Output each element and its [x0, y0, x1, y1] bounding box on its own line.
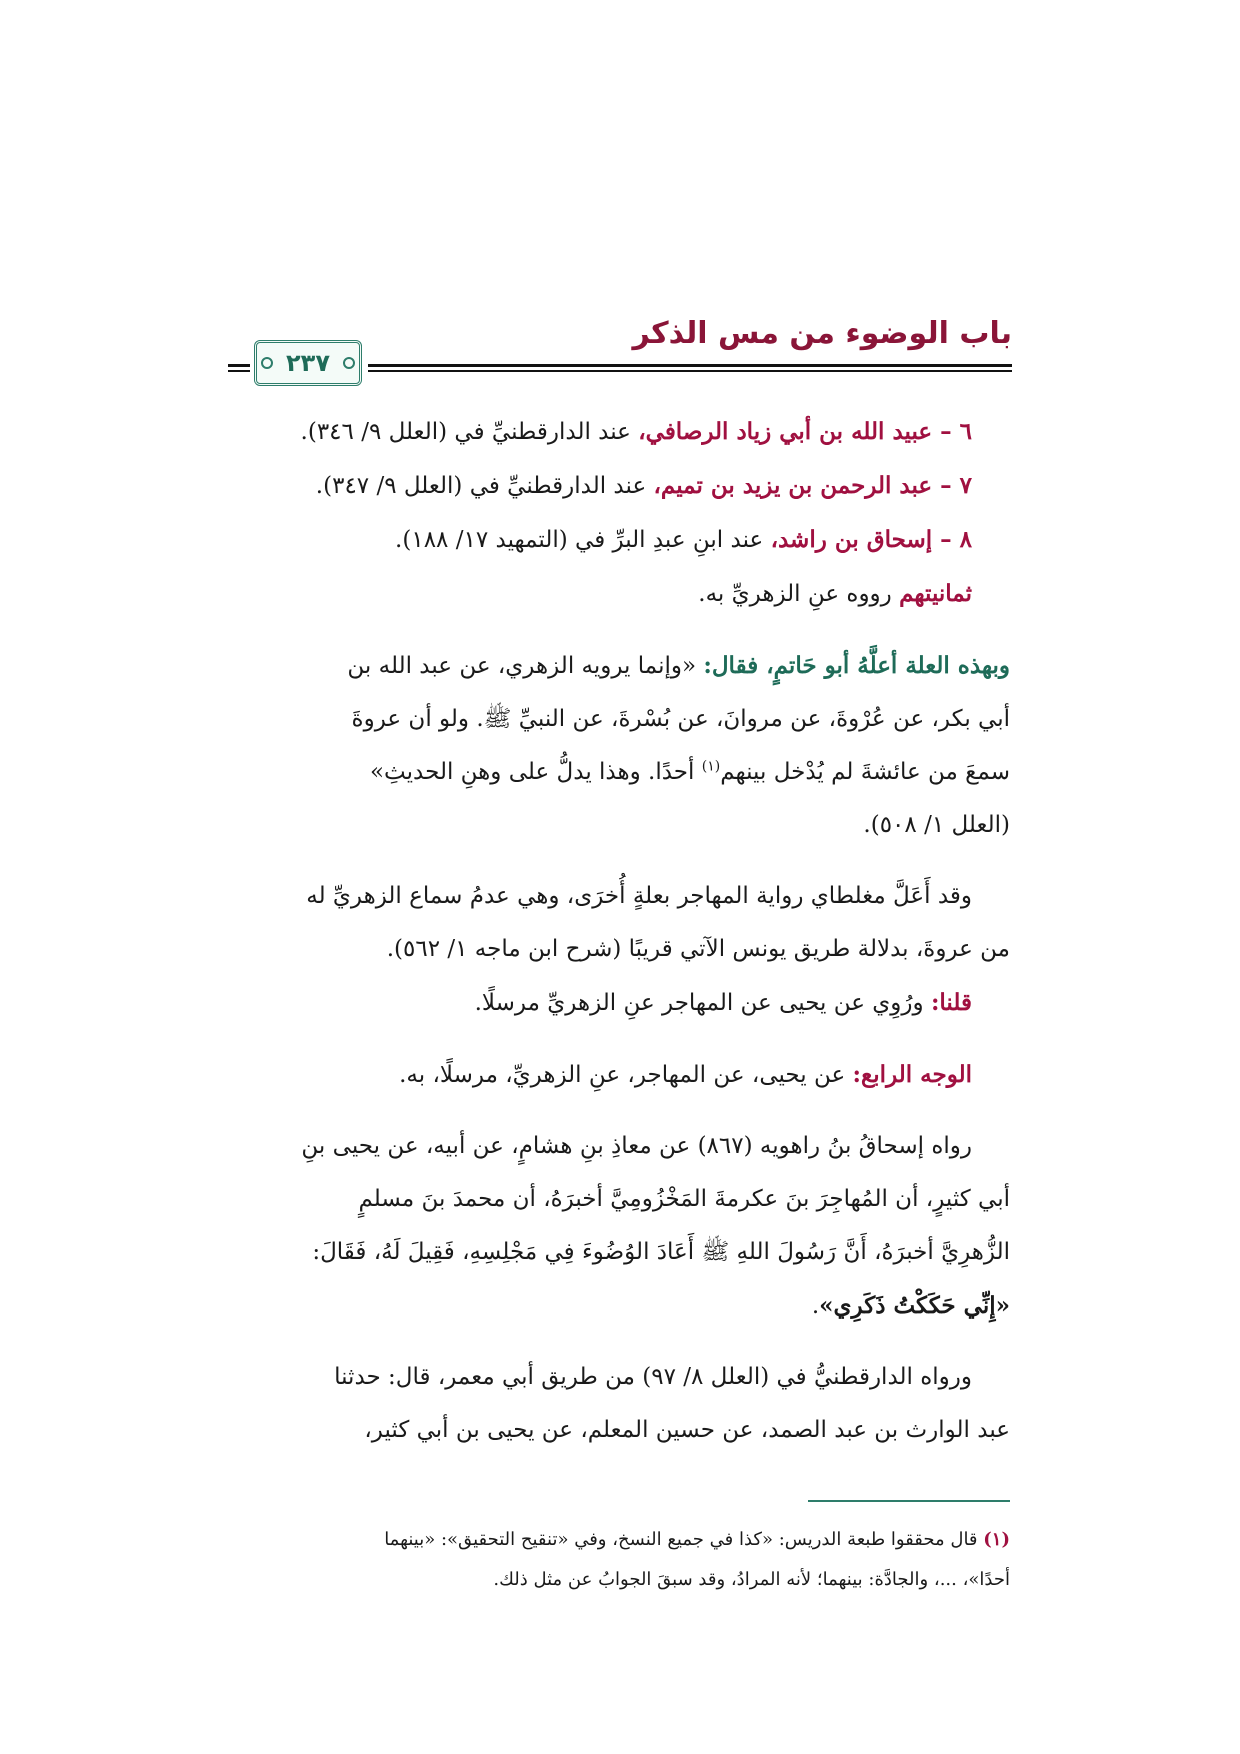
narrator-label: ٨ – إسحاق بن راشد، [770, 526, 972, 553]
list-item [230, 567, 1010, 621]
summary-label: ثمانيتهم [899, 580, 972, 607]
paragraph-line [230, 1048, 1010, 1102]
quote-text: سمعَ من عائشةَ لم يُدْخل بينهم [720, 759, 1010, 785]
paragraph-line: الزُّهرِيَّ أخبرَهُ، أَنَّ رَسُولَ اللهِ ﷺ أَعَادَ الوُضُوءَ فِي مَجْلِسِهِ، فَقِيلَ لَهُ، فَقَالَ: [312, 1239, 1010, 1265]
paragraph-gap [230, 1333, 1010, 1351]
paragraph-line: رواه إسحاقُ بنُ راهويه (٨٦٧) عن معاذِ بنِ هشامٍ، عن أبيه، عن يحيى بنِ [301, 1133, 972, 1159]
list-item-text: عند الدارقطنيِّ في (العلل ٩/ ٣٤٦). [300, 419, 639, 445]
page-header [228, 316, 1012, 376]
footnote-line: أحدًا»، ...، والجادَّة: بينهما؛ لأنه المرادُ، وقد سبقَ الجوابُ عن مثل ذلك. [493, 1569, 1010, 1590]
paragraph-line: أبي بكر، عن عُرْوةَ، عن مروانَ، عن بُسْرةَ، عن النبيِّ ﷺ. ولو أن عروةَ [351, 706, 1010, 732]
list-item-text: رووه عنِ الزهريِّ به. [698, 581, 900, 607]
list-item [230, 513, 1010, 567]
quote-text: أحدًا. وهذا يدلُّ على وهنِ الحديثِ» [369, 759, 702, 785]
paragraph-line [230, 1279, 1010, 1333]
list-item [230, 405, 1010, 459]
paragraph-line: أبي كثيرٍ، أن المُهاجِرَ بنَ عكرمةَ المَخْزُومِيَّ أخبرَهُ، أن محمدَ بنَ مسلمٍ [358, 1186, 1010, 1212]
footnotes [230, 1520, 1010, 1600]
hadith-quote: «إِنِّي حَكَكْتُ ذَكَرِي» [819, 1292, 1010, 1319]
quote-text: «وإنما يرويه الزهري، عن عبد الله بن [347, 653, 704, 679]
paragraph-line [230, 976, 1010, 1030]
header-rule-thin [368, 370, 1012, 372]
paragraph-line: ورواه الدارقطنيُّ في (العلل ٨/ ٩٧) من طريق أبي معمر، قال: حدثنا [334, 1364, 972, 1390]
list-item [230, 459, 1010, 513]
list-item-text: عند الدارقطنيِّ في (العلل ٩/ ٣٤٧). [315, 473, 654, 499]
footnote-reference[interactable]: (١) [701, 758, 721, 775]
page-number-badge [254, 340, 362, 386]
footnote-text: قال محققوا طبعة الدريس: «كذا في جميع النسخ، وفي «تنقيح التحقيق»: «بينهما [384, 1529, 984, 1550]
qulna-label: قلنا: [930, 989, 972, 1016]
sentence-end: . [811, 1293, 820, 1319]
narrator-label: ٦ – عبيد الله بن أبي زياد الرصافي، [638, 418, 972, 445]
paragraph-line [230, 639, 1010, 693]
list-item-text: عند ابنِ عبدِ البرِّ في (التمهيد ١٧/ ١٨٨). [395, 527, 771, 553]
footnote-separator [808, 1500, 1010, 1502]
paragraph-gap [230, 1030, 1010, 1048]
paragraph-gap [230, 852, 1010, 870]
wajh-label: الوجه الرابع: [852, 1061, 972, 1088]
chapter-title: باب الوضوء من مس الذكر [632, 316, 1012, 351]
paragraph-line [230, 746, 1010, 799]
paragraph-line: (العلل ١/ ٥٠٨). [863, 812, 1010, 838]
footnote-number: (١) [983, 1529, 1010, 1550]
paragraph-gap [230, 621, 1010, 639]
header-rule-left [228, 364, 250, 367]
section-label: وبهذه العلة أعلَّهُ أبو حَاتمٍ، فقال: [703, 652, 1010, 679]
paragraph-line: عبد الوارث بن عبد الصمد، عن حسين المعلم، عن يحيى بن أبي كثير، [364, 1417, 1010, 1443]
qulna-text: ورُوِي عن يحيى عن المهاجر عنِ الزهريِّ مرسلًا. [474, 990, 931, 1016]
footnote-line [230, 1520, 1010, 1560]
page-number: ٢٣٧ [286, 349, 330, 377]
paragraph-line: من عروةَ، بدلالة طريق يونس الآتي قريبًا (شرح ابن ماجه ١/ ٥٦٢). [386, 936, 1010, 962]
header-rule [368, 364, 1012, 367]
wajh-text: عن يحيى، عن المهاجر، عنِ الزهريِّ، مرسلًا، به. [399, 1062, 853, 1088]
paragraph-line: وقد أَعَلَّ مغلطاي رواية المهاجر بعلةٍ أُخرَى، وهي عدمُ سماع الزهريِّ له [306, 883, 972, 909]
narrator-label: ٧ – عبد الرحمن بن يزيد بن تميم، [653, 472, 972, 499]
header-rule-left-thin [228, 370, 250, 372]
paragraph-gap [230, 1102, 1010, 1120]
main-text [230, 405, 1010, 1457]
